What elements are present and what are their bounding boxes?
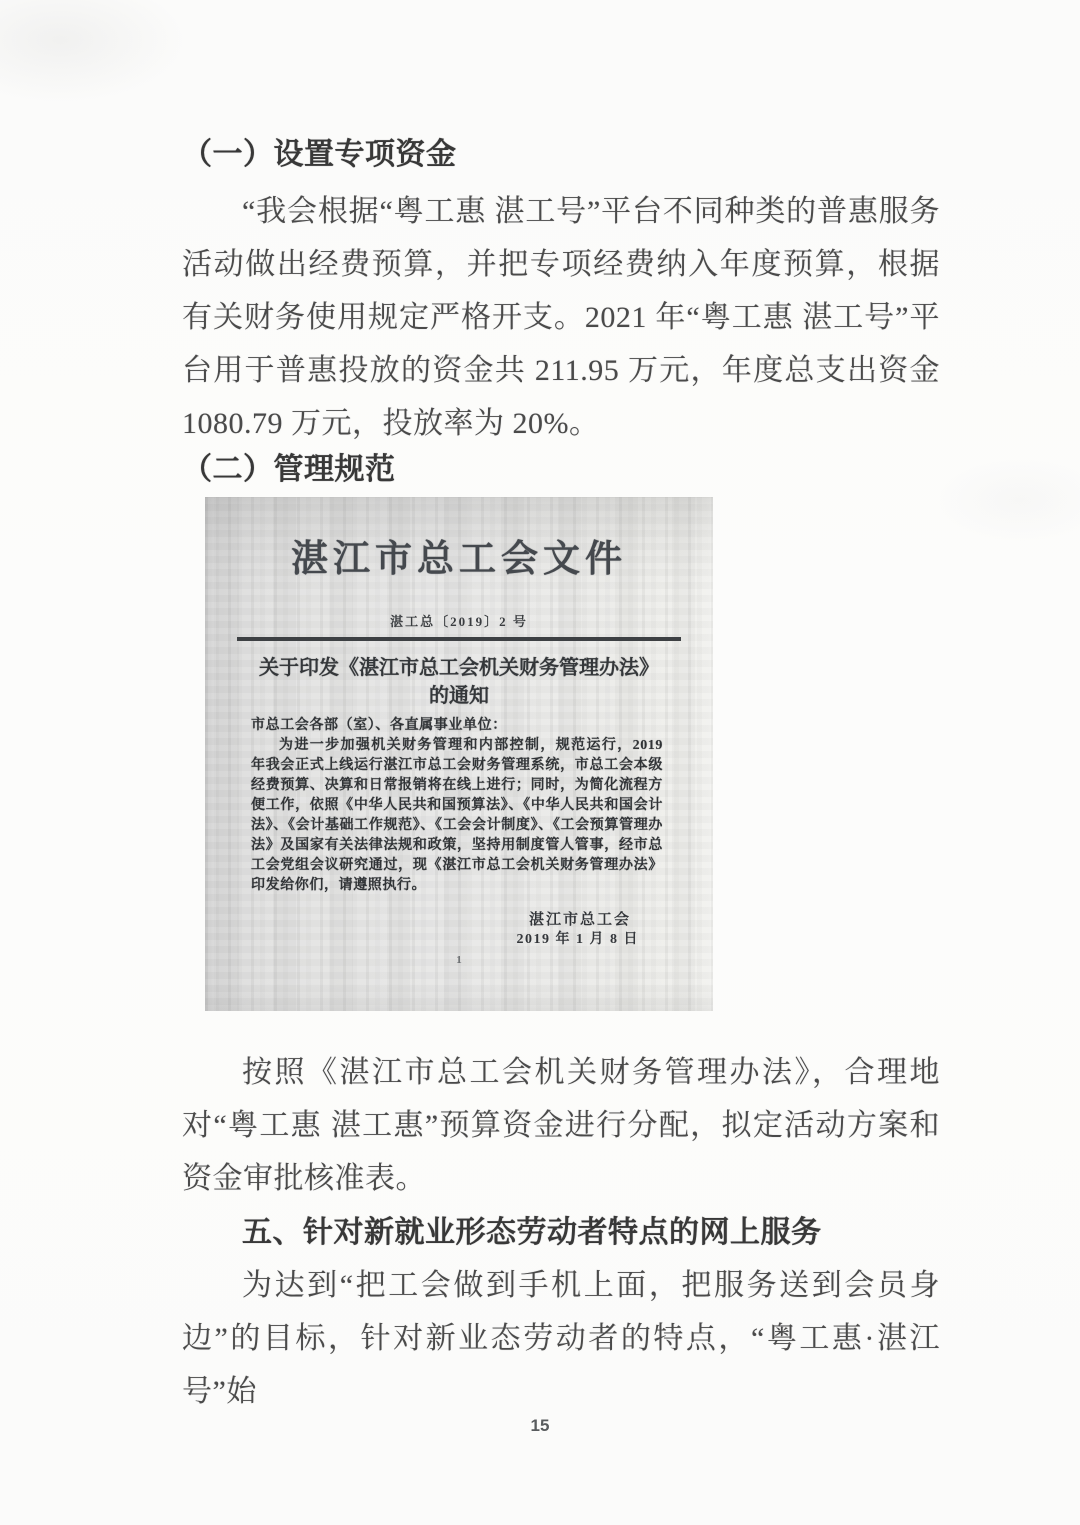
scan-title: 湛江市总工会文件 — [291, 539, 627, 580]
scan-salutation: 市总工会各部（室）、各直属事业单位： — [251, 718, 507, 733]
scan-document-image — [205, 497, 713, 1011]
page-number: 15 — [530, 1416, 550, 1435]
scan-page-mark: 1 — [456, 954, 462, 966]
paragraph-budget-allocation: 按照《湛江市总工会机关财务管理办法》，合理地对“粤工惠 湛工惠”预算资金进行分配，拟定活动方案和资金审批核准表。 — [182, 1056, 940, 1195]
scan-body-text: 为进一步加强机关财务管理和内部控制，规范运行，2019 年我会正式上线运行湛江市总工会财务管理系统，市总工会本级经费预算、决算和日常报销将在线上进行；同时，为简化流程方便工作，依照《中华人民共和国预算法》、《中华人民共和国会计法》、《会计基础工作规范》、《工会会计制度》、《工会预算管理办法》及国家有关法律法规和政策，坚持用制度管人管事，经市总工会党组会议研究通过，现《湛江市总工会机关财务管理办法》印发给你们，请遵照执行。 — [251, 738, 663, 893]
scan-subject-line2: 的通知 — [429, 685, 489, 707]
scan-signature: 湛江市总工会 — [528, 912, 631, 928]
section-heading-special-fund: （一）设置专项资金 — [182, 138, 457, 171]
paragraph-special-fund: “我会根据“粤工惠 湛工号”平台不同种类的普惠服务活动做出经费预算，并把专项经费纳入年度预算，根据有关财务使用规定严格开支。2021 年“粤工惠 湛工号”平台用于普惠投放的资金共 211.95 万元，年度总支出资金 1080.79 万元，投放率为 20%。 — [182, 195, 940, 440]
section-heading-online-services: 五、针对新就业形态劳动者特点的网上服务 — [242, 1216, 822, 1249]
paragraph-online-services: 为达到“把工会做到手机上面，把服务送到会员身边”的目标，针对新业态劳动者的特点，“粤工惠·湛江号”始 — [182, 1269, 940, 1408]
scan-subject-line1: 关于印发《湛江市总工会机关财务管理办法》 — [259, 657, 659, 679]
section-heading-management: （二）管理规范 — [182, 453, 396, 486]
scan-doc-number: 湛工总〔2019〕2 号 — [390, 614, 528, 629]
scan-date: 2019 年 1 月 8 日 — [516, 932, 639, 947]
scan-divider-line — [237, 637, 681, 641]
